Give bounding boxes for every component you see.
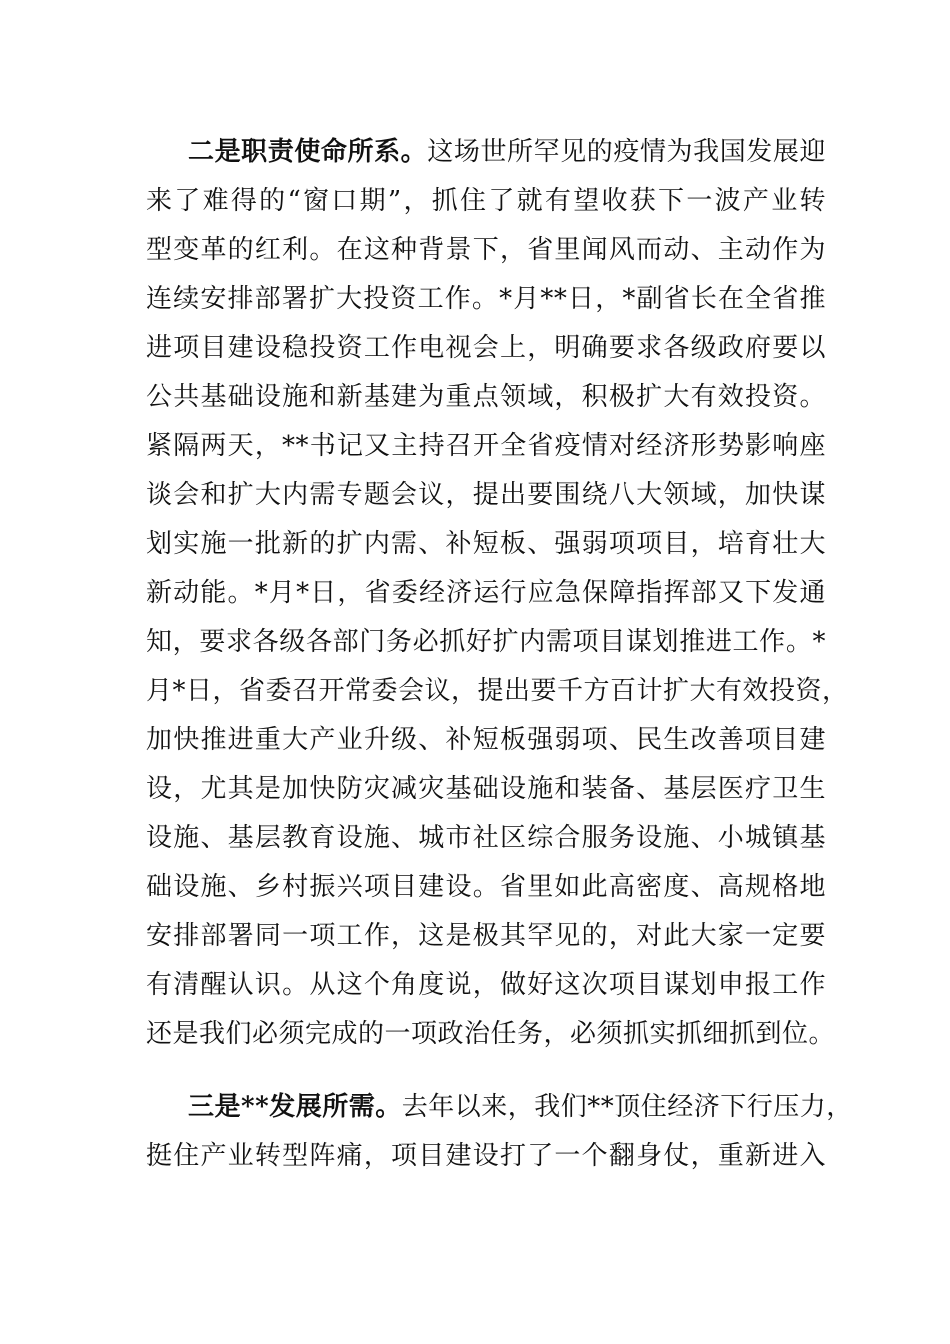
text-line: 挺住产业转型阵痛，项目建设打了一个翻身仗，重新进入: [146, 1141, 826, 1171]
paragraph-responsibility: [146, 128, 849, 1059]
text-line: 设，尤其是加快防灾减灾基础设施和装备、基层医疗卫生: [146, 774, 826, 804]
paragraph-heading: 三是**发展所需。: [188, 1092, 402, 1122]
text-line: 安排部署同一项工作，这是极其罕见的，对此大家一定要: [146, 921, 826, 951]
text-line: 公共基础设施和新基建为重点领域，积极扩大有效投资。: [146, 382, 826, 412]
text-line: 紧隔两天，**书记又主持召开全省疫情对经济形势影响座: [146, 431, 826, 461]
text-line: 月*日，省委召开常委会议，提出要千方百计扩大有效投资，: [146, 676, 849, 706]
line-text: 这场世所罕见的疫情为我国发展迎: [427, 137, 826, 167]
text-line: 新动能。*月*日，省委经济运行应急保障指挥部又下发通: [146, 578, 826, 608]
text-line: 加快推进重大产业升级、补短板强弱项、民生改善项目建: [146, 725, 826, 755]
text-line: 有清醒认识。从这个角度说，做好这次项目谋划申报工作: [146, 970, 826, 1000]
text-line: 进项目建设稳投资工作电视会上，明确要求各级政府要以: [146, 333, 826, 363]
text-line: 设施、基层教育设施、城市社区综合服务设施、小城镇基: [146, 823, 826, 853]
text-line: 型变革的红利。在这种背景下，省里闻风而动、主动作为: [146, 235, 826, 265]
text-line: 划实施一批新的扩内需、补短板、强弱项项目，培育壮大: [146, 529, 826, 559]
paragraph-development: [146, 1083, 853, 1181]
paragraph-first-line: [146, 1083, 853, 1132]
paragraph-heading: 二是职责使命所系。: [188, 137, 428, 167]
paragraph-first-line: [146, 128, 826, 177]
text-line: 础设施、乡村振兴项目建设。省里如此高密度、高规格地: [146, 872, 826, 902]
text-line: 谈会和扩大内需专题会议，提出要围绕八大领域，加快谋: [146, 480, 826, 510]
text-line: 还是我们必须完成的一项政治任务，必须抓实抓细抓到位。: [146, 1019, 836, 1049]
text-line: 知，要求各级各部门务必抓好扩内需项目谋划推进工作。*: [146, 627, 826, 657]
line-text: 去年以来，我们**顶住经济下行压力，: [401, 1092, 853, 1122]
text-line: 来了难得的“窗口期”，抓住了就有望收获下一波产业转: [146, 186, 826, 216]
text-line: 连续安排部署扩大投资工作。*月**日，*副省长在全省推: [146, 284, 826, 314]
